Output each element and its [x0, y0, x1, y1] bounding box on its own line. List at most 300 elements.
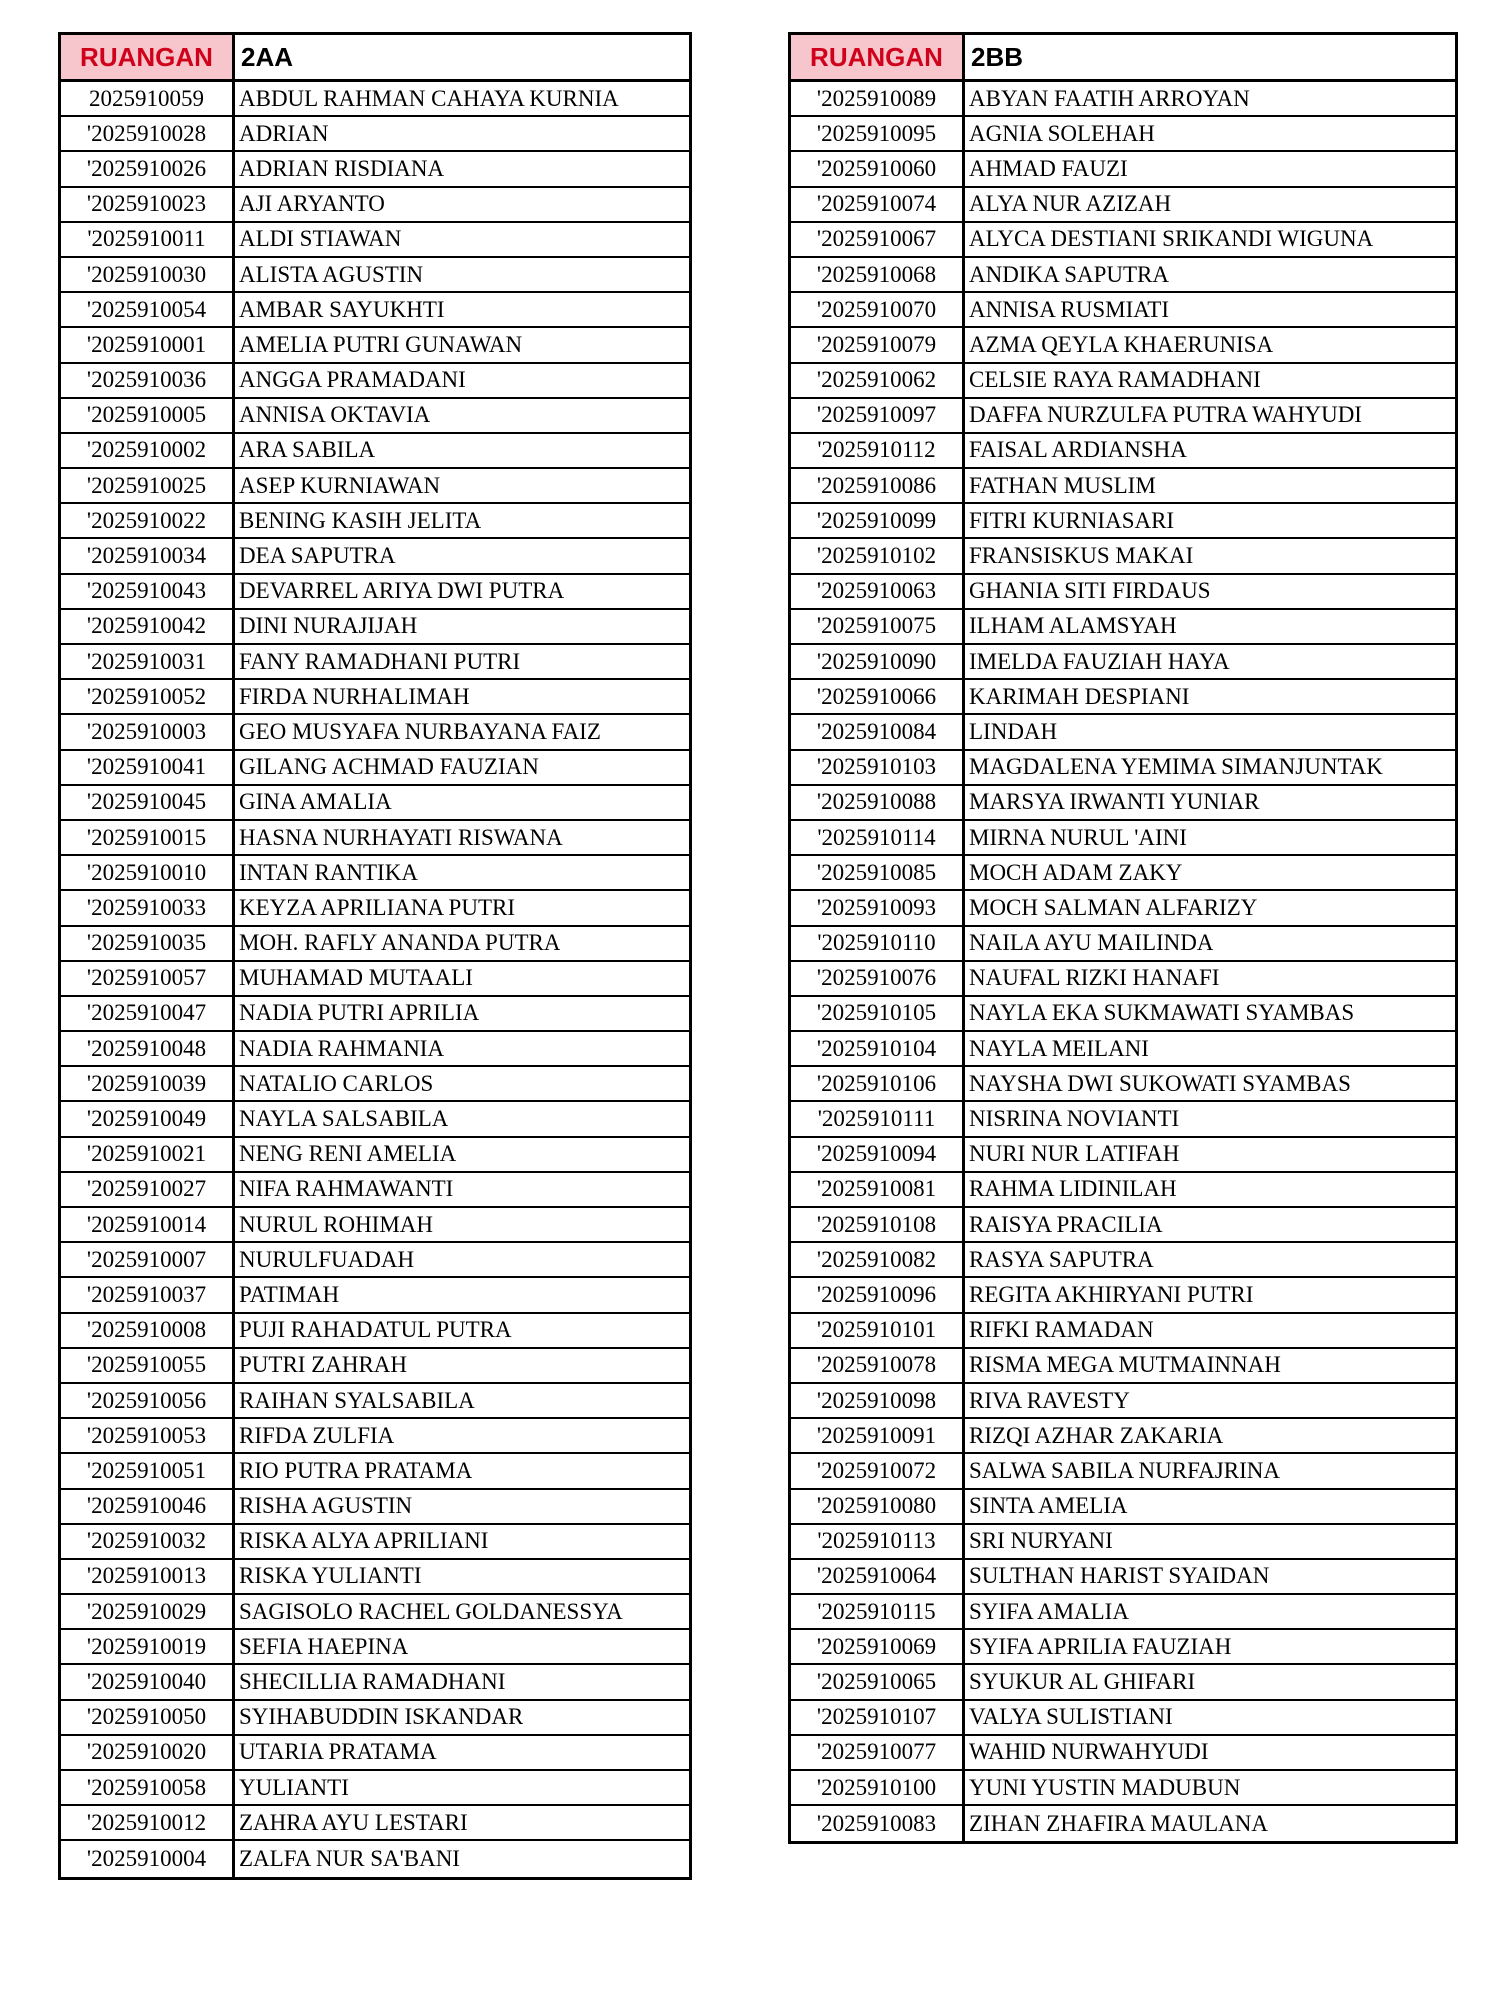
student-name: NURUL ROHIMAH [239, 1211, 434, 1237]
table-row [61, 1841, 689, 1876]
student-name: AGNIA SOLEHAH [969, 120, 1155, 146]
student-id: '2025910115 [791, 1595, 965, 1628]
table-row [791, 927, 1455, 962]
student-id: '2025910020 [61, 1736, 235, 1769]
student-id: '2025910075 [791, 610, 965, 643]
student-name: NURI NUR LATIFAH [969, 1141, 1180, 1167]
student-name: MOCH SALMAN ALFARIZY [969, 894, 1258, 920]
table-row [791, 1278, 1455, 1313]
table-row [791, 504, 1455, 539]
student-id: '2025910014 [61, 1208, 235, 1241]
student-name: ZALFA NUR SA'BANI [239, 1845, 460, 1871]
table-row [791, 715, 1455, 750]
student-name: ABDUL RAHMAN CAHAYA KURNIA [239, 85, 619, 111]
student-id: '2025910051 [61, 1454, 235, 1487]
student-name: WAHID NURWAHYUDI [969, 1739, 1209, 1765]
student-name: KARIMAH DESPIANI [969, 683, 1190, 709]
table-row [791, 821, 1455, 856]
table-row [61, 680, 689, 715]
table-row [791, 610, 1455, 645]
table-row [61, 1384, 689, 1419]
student-name: VALYA SULISTIANI [969, 1704, 1173, 1730]
table-row [61, 751, 689, 786]
table-row [791, 364, 1455, 399]
student-name: BENING KASIH JELITA [239, 507, 482, 533]
student-id: '2025910003 [61, 715, 235, 748]
student-rows [791, 82, 1455, 1841]
student-name: NAYSHA DWI SUKOWATI SYAMBAS [969, 1070, 1351, 1096]
student-name: RAHMA LIDINILAH [969, 1176, 1177, 1202]
student-id: '2025910110 [791, 927, 965, 960]
table-row [61, 1665, 689, 1700]
table-row [61, 1067, 689, 1102]
student-id: '2025910019 [61, 1630, 235, 1663]
student-id: '2025910093 [791, 891, 965, 924]
student-name: RAIHAN SYALSABILA [239, 1387, 475, 1413]
student-id: 2025910059 [61, 82, 235, 115]
table-row [61, 188, 689, 223]
student-name: ANNISA RUSMIATI [969, 296, 1169, 322]
student-name: ABYAN FAATIH ARROYAN [969, 85, 1250, 111]
table-row [791, 1701, 1455, 1736]
student-id: '2025910077 [791, 1736, 965, 1769]
table-row [61, 575, 689, 610]
student-name: NIFA RAHMAWANTI [239, 1176, 454, 1202]
table-row [791, 188, 1455, 223]
student-id: '2025910036 [61, 364, 235, 397]
student-id: '2025910099 [791, 504, 965, 537]
student-id: '2025910042 [61, 610, 235, 643]
student-id: '2025910011 [61, 223, 235, 256]
room-header [791, 35, 1455, 82]
table-row [791, 1102, 1455, 1137]
student-id: '2025910078 [791, 1349, 965, 1382]
table-row [791, 1454, 1455, 1489]
table-row [791, 1419, 1455, 1454]
student-name: NADIA RAHMANIA [239, 1035, 445, 1061]
table-row [61, 927, 689, 962]
student-id: '2025910031 [61, 645, 235, 678]
student-name: FRANSISKUS MAKAI [969, 543, 1194, 569]
table-row [61, 1102, 689, 1137]
table-row [61, 152, 689, 187]
table-row [61, 1032, 689, 1067]
student-id: '2025910030 [61, 258, 235, 291]
student-name: MOH. RAFLY ANANDA PUTRA [239, 930, 561, 956]
student-id: '2025910076 [791, 962, 965, 995]
room-2aa-table [58, 32, 692, 1880]
table-row [61, 1314, 689, 1349]
student-name: KEYZA APRILIANA PUTRI [239, 894, 516, 920]
room-2bb-table [788, 32, 1458, 1844]
table-row [61, 1806, 689, 1841]
student-id: '2025910032 [61, 1525, 235, 1558]
student-name: MAGDALENA YEMIMA SIMANJUNTAK [969, 754, 1383, 780]
student-id: '2025910060 [791, 152, 965, 185]
table-row [791, 997, 1455, 1032]
student-id: '2025910023 [61, 188, 235, 221]
student-name: FITRI KURNIASARI [969, 507, 1175, 533]
table-row [61, 364, 689, 399]
table-row [791, 293, 1455, 328]
student-id: '2025910108 [791, 1208, 965, 1241]
student-rows [61, 82, 689, 1877]
table-row [791, 1349, 1455, 1384]
table-row [61, 821, 689, 856]
student-id: '2025910010 [61, 856, 235, 889]
student-name: GEO MUSYAFA NURBAYANA FAIZ [239, 718, 601, 744]
student-id: '2025910067 [791, 223, 965, 256]
table-row [61, 1243, 689, 1278]
room-code: 2AA [241, 41, 294, 72]
student-id: '2025910103 [791, 751, 965, 784]
table-row [61, 1454, 689, 1489]
table-row [61, 539, 689, 574]
table-row [791, 1630, 1455, 1665]
student-id: '2025910097 [791, 399, 965, 432]
table-row [61, 1208, 689, 1243]
student-name: ARA SABILA [239, 437, 376, 463]
student-name: RAISYA PRACILIA [969, 1211, 1163, 1237]
student-id: '2025910058 [61, 1771, 235, 1804]
student-id: '2025910052 [61, 680, 235, 713]
table-row [61, 223, 689, 258]
table-row [791, 1384, 1455, 1419]
table-row [791, 575, 1455, 610]
student-name: SYIFA AMALIA [969, 1598, 1129, 1624]
table-row [791, 962, 1455, 997]
student-name: NAILA AYU MAILINDA [969, 930, 1214, 956]
student-id: '2025910096 [791, 1278, 965, 1311]
table-row [61, 645, 689, 680]
student-id: '2025910062 [791, 364, 965, 397]
student-id: '2025910112 [791, 434, 965, 467]
table-row [791, 751, 1455, 786]
student-id: '2025910085 [791, 856, 965, 889]
student-id: '2025910114 [791, 821, 965, 854]
student-id: '2025910068 [791, 258, 965, 291]
student-id: '2025910035 [61, 927, 235, 960]
table-row [61, 1138, 689, 1173]
student-name: RISKA YULIANTI [239, 1563, 422, 1589]
table-row [61, 504, 689, 539]
student-name: ANGGA PRAMADANI [239, 367, 466, 393]
student-id: '2025910095 [791, 117, 965, 150]
student-name: SHECILLIA RAMADHANI [239, 1669, 506, 1695]
student-id: '2025910037 [61, 1278, 235, 1311]
student-name: INTAN RANTIKA [239, 859, 418, 885]
student-name: MUHAMAD MUTAALI [239, 965, 473, 991]
table-row [791, 1665, 1455, 1700]
student-name: NENG RENI AMELIA [239, 1141, 457, 1167]
student-id: '2025910070 [791, 293, 965, 326]
student-name: FAISAL ARDIANSHA [969, 437, 1187, 463]
table-row [791, 1208, 1455, 1243]
table-row [61, 1630, 689, 1665]
table-row [791, 1736, 1455, 1771]
table-row [61, 1349, 689, 1384]
table-row [61, 786, 689, 821]
student-id: '2025910008 [61, 1314, 235, 1347]
student-id: '2025910063 [791, 575, 965, 608]
table-row [61, 856, 689, 891]
student-name: ILHAM ALAMSYAH [969, 613, 1177, 639]
table-row [791, 1243, 1455, 1278]
table-row [791, 399, 1455, 434]
student-name: NAYLA SALSABILA [239, 1106, 449, 1132]
student-name: ASEP KURNIAWAN [239, 472, 441, 498]
student-id: '2025910027 [61, 1173, 235, 1206]
table-row [61, 1701, 689, 1736]
student-id: '2025910021 [61, 1138, 235, 1171]
student-id: '2025910106 [791, 1067, 965, 1100]
table-row [61, 891, 689, 926]
student-name: DEA SAPUTRA [239, 543, 396, 569]
table-row [791, 786, 1455, 821]
student-name: SYUKUR AL GHIFARI [969, 1669, 1196, 1695]
student-name: FIRDA NURHALIMAH [239, 683, 470, 709]
student-name: NADIA PUTRI APRILIA [239, 1000, 480, 1026]
student-id: '2025910069 [791, 1630, 965, 1663]
student-id: '2025910015 [61, 821, 235, 854]
table-row [61, 82, 689, 117]
table-row [791, 1138, 1455, 1173]
table-row [61, 328, 689, 363]
student-name: RIO PUTRA PRATAMA [239, 1457, 473, 1483]
table-row [61, 293, 689, 328]
table-row [791, 1067, 1455, 1102]
student-name: RIVA RAVESTY [969, 1387, 1130, 1413]
student-id: '2025910012 [61, 1806, 235, 1839]
student-id: '2025910047 [61, 997, 235, 1030]
table-row [791, 539, 1455, 574]
student-id: '2025910088 [791, 786, 965, 819]
student-name: RASYA SAPUTRA [969, 1246, 1154, 1272]
room-label: RUANGAN [61, 35, 235, 79]
student-id: '2025910045 [61, 786, 235, 819]
table-row [61, 1419, 689, 1454]
student-name: UTARIA PRATAMA [239, 1739, 437, 1765]
table-row [61, 1736, 689, 1771]
student-id: '2025910090 [791, 645, 965, 678]
table-row [791, 1173, 1455, 1208]
student-name: SYIHABUDDIN ISKANDAR [239, 1704, 524, 1730]
room-code: 2BB [971, 41, 1024, 72]
student-id: '2025910083 [791, 1806, 965, 1841]
table-row [61, 997, 689, 1032]
table-row [791, 891, 1455, 926]
student-name: NAUFAL RIZKI HANAFI [969, 965, 1220, 991]
student-id: '2025910005 [61, 399, 235, 432]
student-id: '2025910057 [61, 962, 235, 995]
student-name: SYIFA APRILIA FAUZIAH [969, 1633, 1232, 1659]
student-name: SRI NURYANI [969, 1528, 1113, 1554]
student-name: ALDI STIAWAN [239, 226, 402, 252]
table-row [791, 1314, 1455, 1349]
student-id: '2025910107 [791, 1701, 965, 1734]
student-name: CELSIE RAYA RAMADHANI [969, 367, 1261, 393]
student-name: PUJI RAHADATUL PUTRA [239, 1317, 512, 1343]
student-id: '2025910002 [61, 434, 235, 467]
student-id: '2025910081 [791, 1173, 965, 1206]
student-name: MOCH ADAM ZAKY [969, 859, 1183, 885]
student-name: IMELDA FAUZIAH HAYA [969, 648, 1230, 674]
student-id: '2025910101 [791, 1314, 965, 1347]
student-id: '2025910001 [61, 328, 235, 361]
student-id: '2025910066 [791, 680, 965, 713]
student-name: SEFIA HAEPINA [239, 1633, 409, 1659]
table-row [61, 1560, 689, 1595]
student-name: ANDIKA SAPUTRA [969, 261, 1169, 287]
student-id: '2025910054 [61, 293, 235, 326]
table-row [791, 117, 1455, 152]
table-row [61, 1278, 689, 1313]
student-name: REGITA AKHIRYANI PUTRI [969, 1281, 1254, 1307]
table-row [791, 152, 1455, 187]
student-name: ANNISA OKTAVIA [239, 402, 431, 428]
student-name: ZIHAN ZHAFIRA MAULANA [969, 1810, 1268, 1836]
table-row [61, 434, 689, 469]
table-row [61, 258, 689, 293]
student-id: '2025910040 [61, 1665, 235, 1698]
table-row [61, 1490, 689, 1525]
student-id: '2025910064 [791, 1560, 965, 1593]
student-id: '2025910029 [61, 1595, 235, 1628]
student-name: DAFFA NURZULFA PUTRA WAHYUDI [969, 402, 1362, 428]
table-row [61, 962, 689, 997]
student-name: AMBAR SAYUKHTI [239, 296, 445, 322]
student-id: '2025910046 [61, 1490, 235, 1523]
student-name: AHMAD FAUZI [969, 155, 1128, 181]
student-name: DINI NURAJIJAH [239, 613, 418, 639]
student-name: ALISTA AGUSTIN [239, 261, 424, 287]
table-row [61, 399, 689, 434]
student-id: '2025910055 [61, 1349, 235, 1382]
student-name: SINTA AMELIA [969, 1493, 1128, 1519]
table-row [791, 258, 1455, 293]
table-row [791, 856, 1455, 891]
student-id: '2025910102 [791, 539, 965, 572]
student-name: ZAHRA AYU LESTARI [239, 1809, 468, 1835]
student-id: '2025910080 [791, 1490, 965, 1523]
student-name: RISMA MEGA MUTMAINNAH [969, 1352, 1281, 1378]
student-id: '2025910013 [61, 1560, 235, 1593]
student-id: '2025910025 [61, 469, 235, 502]
student-id: '2025910065 [791, 1665, 965, 1698]
table-row [791, 328, 1455, 363]
student-id: '2025910100 [791, 1771, 965, 1804]
student-name: NATALIO CARLOS [239, 1070, 434, 1096]
student-id: '2025910026 [61, 152, 235, 185]
student-name: AZMA QEYLA KHAERUNISA [969, 331, 1274, 357]
student-id: '2025910033 [61, 891, 235, 924]
student-name: DEVARREL ARIYA DWI PUTRA [239, 578, 565, 604]
student-id: '2025910043 [61, 575, 235, 608]
student-id: '2025910050 [61, 1701, 235, 1734]
student-name: RIFDA ZULFIA [239, 1422, 395, 1448]
student-name: NAYLA MEILANI [969, 1035, 1149, 1061]
room-header [61, 35, 689, 82]
student-name: LINDAH [969, 718, 1058, 744]
student-name: RIZQI AZHAR ZAKARIA [969, 1422, 1224, 1448]
table-row [61, 610, 689, 645]
student-id: '2025910105 [791, 997, 965, 1030]
student-name: FANY RAMADHANI PUTRI [239, 648, 521, 674]
student-name: GHANIA SITI FIRDAUS [969, 578, 1211, 604]
student-name: GILANG ACHMAD FAUZIAN [239, 754, 539, 780]
student-id: '2025910056 [61, 1384, 235, 1417]
room-label: RUANGAN [791, 35, 965, 79]
table-row [791, 1595, 1455, 1630]
student-name: SALWA SABILA NURFAJRINA [969, 1457, 1280, 1483]
student-id: '2025910086 [791, 469, 965, 502]
table-row [791, 1032, 1455, 1067]
student-id: '2025910053 [61, 1419, 235, 1452]
table-row [61, 715, 689, 750]
student-name: AMELIA PUTRI GUNAWAN [239, 331, 523, 357]
table-row [791, 82, 1455, 117]
student-id: '2025910104 [791, 1032, 965, 1065]
student-id: '2025910022 [61, 504, 235, 537]
student-id: '2025910084 [791, 715, 965, 748]
student-name: NISRINA NOVIANTI [969, 1106, 1180, 1132]
student-id: '2025910041 [61, 751, 235, 784]
table-row [61, 1595, 689, 1630]
student-id: '2025910039 [61, 1067, 235, 1100]
student-name: YUNI YUSTIN MADUBUN [969, 1774, 1241, 1800]
student-id: '2025910111 [791, 1102, 965, 1135]
student-id: '2025910007 [61, 1243, 235, 1276]
student-name: RIFKI RAMADAN [969, 1317, 1154, 1343]
student-id: '2025910094 [791, 1138, 965, 1171]
student-name: GINA AMALIA [239, 789, 392, 815]
table-row [791, 1771, 1455, 1806]
table-row [791, 223, 1455, 258]
student-id: '2025910113 [791, 1525, 965, 1558]
table-row [791, 469, 1455, 504]
student-id: '2025910049 [61, 1102, 235, 1135]
student-name: FATHAN MUSLIM [969, 472, 1156, 498]
student-id: '2025910004 [61, 1841, 235, 1876]
table-row [791, 680, 1455, 715]
student-name: MARSYA IRWANTI YUNIAR [969, 789, 1260, 815]
table-row [61, 1771, 689, 1806]
table-row [61, 469, 689, 504]
student-name: PATIMAH [239, 1281, 340, 1307]
student-name: ALYA NUR AZIZAH [969, 191, 1172, 217]
table-row [791, 1560, 1455, 1595]
student-name: YULIANTI [239, 1774, 349, 1800]
student-name: PUTRI ZAHRAH [239, 1352, 408, 1378]
table-row [791, 1525, 1455, 1560]
student-name: MIRNA NURUL 'AINI [969, 824, 1187, 850]
student-id: '2025910082 [791, 1243, 965, 1276]
table-row [791, 434, 1455, 469]
table-row [61, 1525, 689, 1560]
table-row [61, 117, 689, 152]
student-id: '2025910028 [61, 117, 235, 150]
student-name: SULTHAN HARIST SYAIDAN [969, 1563, 1270, 1589]
student-name: NURULFUADAH [239, 1246, 415, 1272]
student-id: '2025910091 [791, 1419, 965, 1452]
student-name: RISHA AGUSTIN [239, 1493, 413, 1519]
table-row [791, 645, 1455, 680]
student-name: RISKA ALYA APRILIANI [239, 1528, 489, 1554]
student-name: ADRIAN RISDIANA [239, 155, 445, 181]
student-id: '2025910074 [791, 188, 965, 221]
student-name: NAYLA EKA SUKMAWATI SYAMBAS [969, 1000, 1355, 1026]
student-name: AJI ARYANTO [239, 191, 385, 217]
